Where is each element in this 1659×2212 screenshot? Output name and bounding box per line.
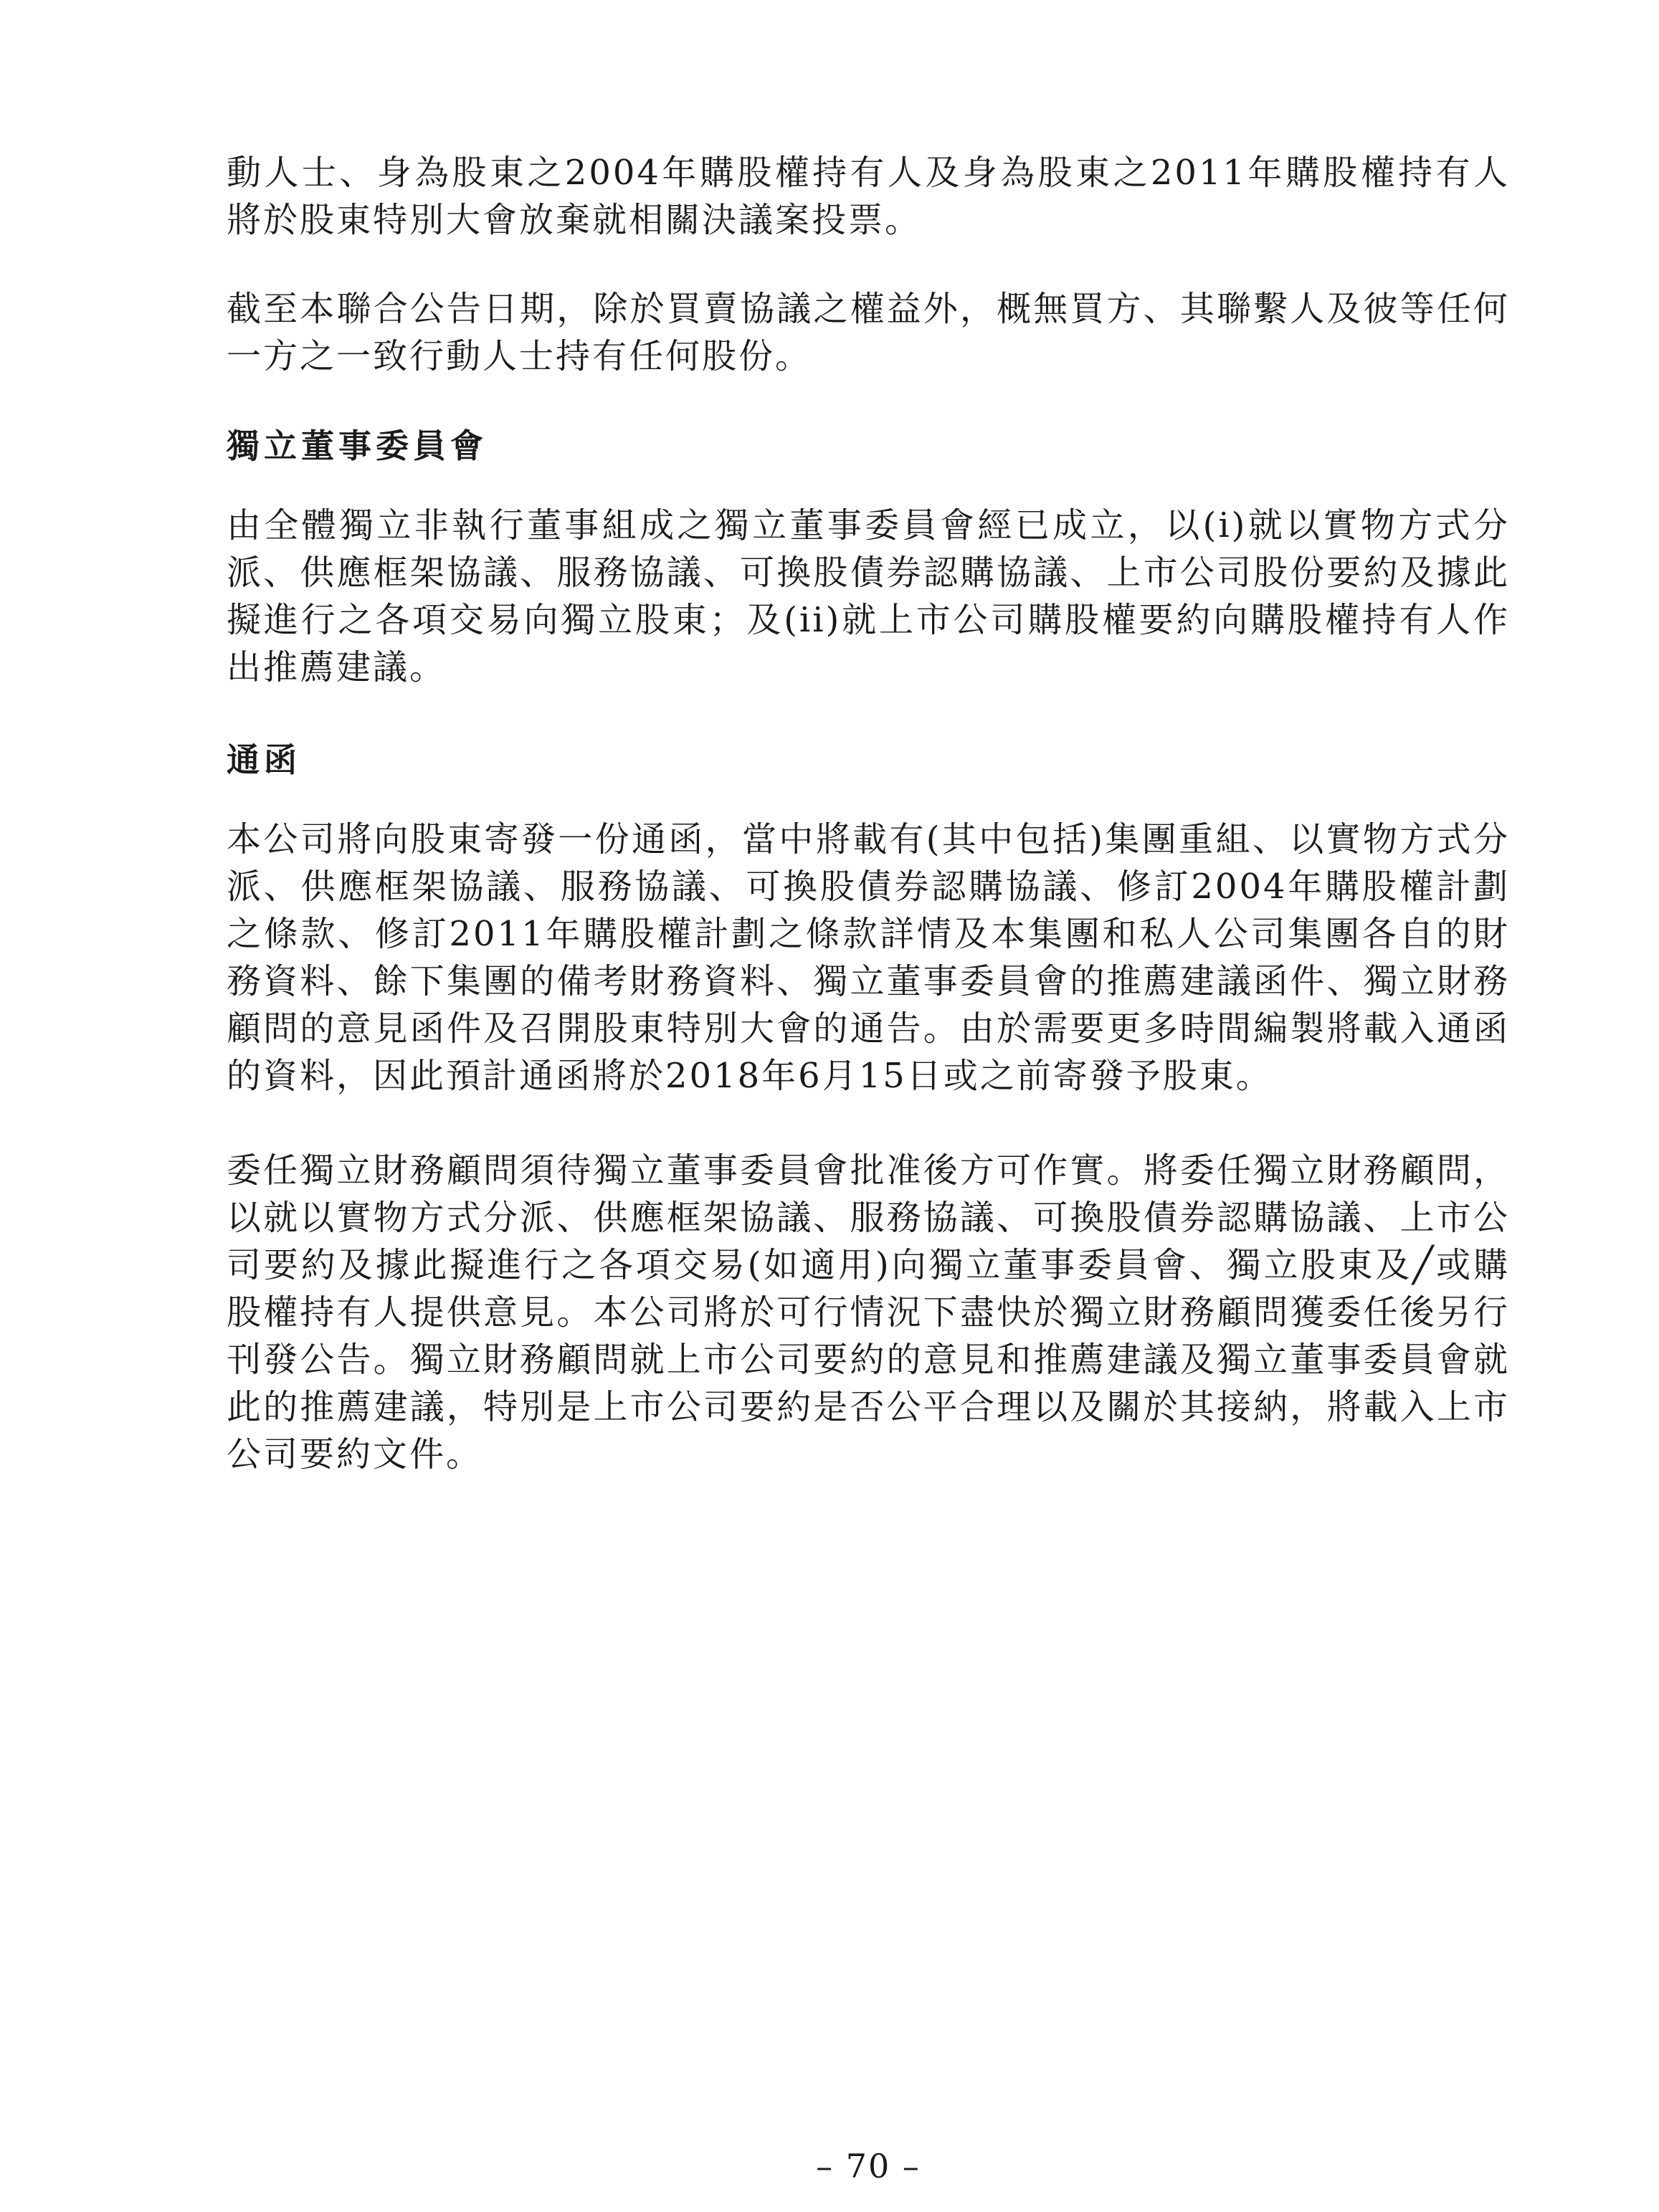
- document-page: [227, 0, 1510, 2212]
- heading-circular: 通函: [227, 740, 301, 779]
- paragraph-purchaser-holdings: 截至本聯合公告日期，除於買賣協議之權益外，概無買方、其聯繫人及彼等任何一方之一致行動人士持有任何股份。: [227, 289, 1510, 376]
- page-number: – 70 –: [816, 2147, 921, 2185]
- paragraph-independent-financial-adviser: 委任獨立財務顧問須待獨立董事委員會批准後方可作實。將委任獨立財務顧問，以就以實物方式分派、供應框架協議、服務協議、可換股債券認購協議、上市公司要約及據此擬進行之各項交易(如適用)向獨立董事委員會、獨立股東及╱或購股權持有人提供意見。本公司將於可行情況下盡快於獨立財務顧問獲委任後另行刊發公告。獨立財務顧問就上市公司要約的意見和推薦建議及獨立董事委員會就此的推薦建議，特別是上市公司要約是否公平合理以及關於其接納，將載入上市公司要約文件。: [227, 1150, 1510, 1474]
- paragraph-independent-board-committee: 由全體獨立非執行董事組成之獨立董事委員會經已成立，以(i)就以實物方式分派、供應框架協議、服務協議、可換股債券認購協議、上市公司股份要約及據此擬進行之各項交易向獨立股東；及(ii)就上市公司購股權要約向購股權持有人作出推薦建議。: [227, 505, 1510, 687]
- heading-independent-board-committee: 獨立董事委員會: [227, 426, 488, 465]
- paragraph-shareholder-abstain: 動人士、身為股東之2004年購股權持有人及身為股東之2011年購股權持有人將於股東特別大會放棄就相關決議案投票。: [227, 153, 1510, 240]
- paragraph-circular-dispatch: 本公司將向股東寄發一份通函，當中將載有(其中包括)集團重組、以實物方式分派、供應框架協議、服務協議、可換股債券認購協議、修訂2004年購股權計劃之條款、修訂2011年購股權計劃之條款詳情及本集團和私人公司集團各自的財務資料、餘下集團的備考財務資料、獨立董事委員會的推薦建議函件、獨立財務顧問的意見函件及召開股東特別大會的通告。由於需要更多時間編製將載入通函的資料，因此預計通函將於2018年6月15日或之前寄發予股東。: [227, 819, 1510, 1096]
